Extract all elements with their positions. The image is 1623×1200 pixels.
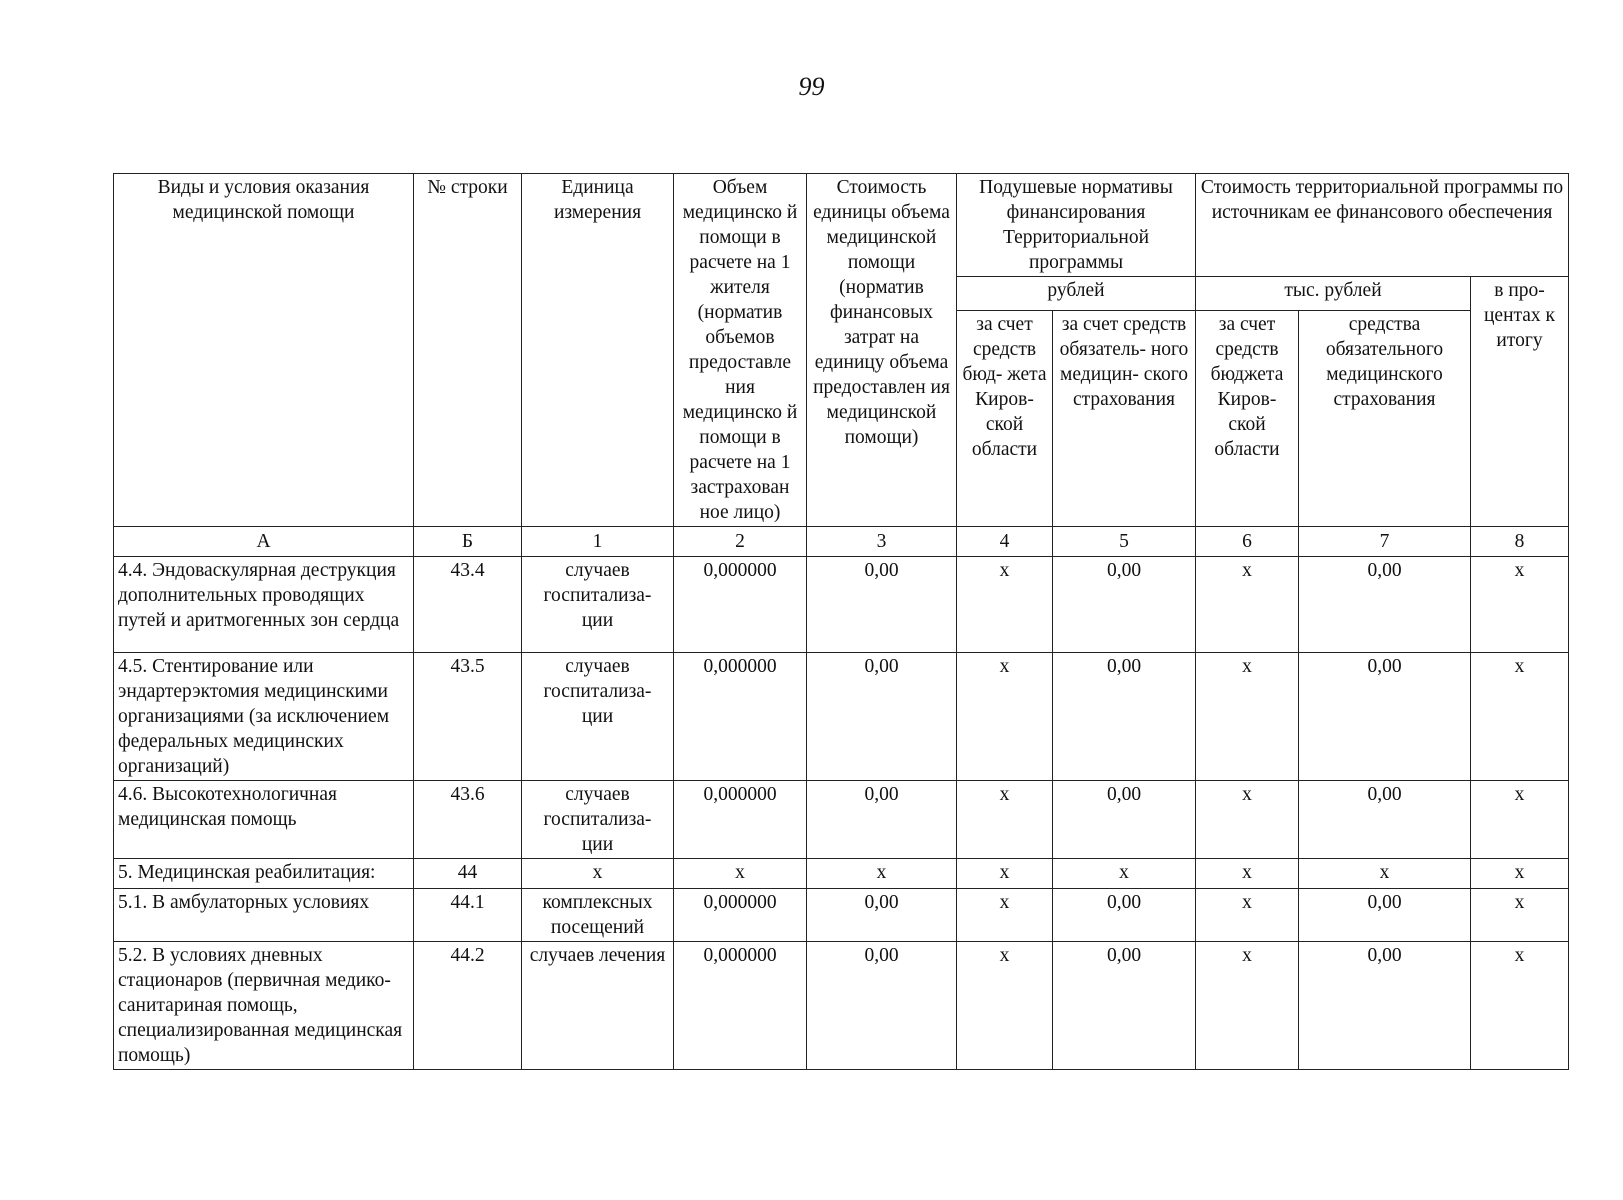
index-cell: 7 bbox=[1299, 527, 1471, 557]
row-cost: 0,00 bbox=[807, 653, 957, 781]
table-row bbox=[114, 942, 1569, 1070]
row-number: 43.4 bbox=[414, 557, 522, 653]
row-unit: случаев госпитализа- ции bbox=[522, 653, 674, 781]
header-col-4: за счет средств бюд- жета Киров- ской области bbox=[957, 311, 1053, 527]
header-row-number: № строки bbox=[414, 174, 522, 527]
row-name: 5.1. В амбулаторных условиях bbox=[114, 889, 414, 942]
row-col-6: х bbox=[1196, 557, 1299, 653]
row-col-8: х bbox=[1471, 653, 1569, 781]
header-rubles: рублей bbox=[957, 277, 1196, 311]
row-volume: 0,000000 bbox=[674, 557, 807, 653]
row-col-7: 0,00 bbox=[1299, 557, 1471, 653]
index-cell: 2 bbox=[674, 527, 807, 557]
index-row bbox=[114, 527, 1569, 557]
header-kind: Виды и условия оказания медицинской помощи bbox=[114, 174, 414, 527]
index-cell: Б bbox=[414, 527, 522, 557]
row-col-8: х bbox=[1471, 889, 1569, 942]
row-col-6: х bbox=[1196, 942, 1299, 1070]
row-col-4: х bbox=[957, 557, 1053, 653]
header-volume: Объем медицинско й помощи в расчете на 1 жителя (норматив объемов предоставле ния медицинско й помощи в расчете на 1 застрахован ное лицо) bbox=[674, 174, 807, 527]
row-volume: 0,000000 bbox=[674, 942, 807, 1070]
row-number: 44.2 bbox=[414, 942, 522, 1070]
row-cost: 0,00 bbox=[807, 942, 957, 1070]
row-volume: 0,000000 bbox=[674, 653, 807, 781]
row-col-4: х bbox=[957, 889, 1053, 942]
row-col-5: 0,00 bbox=[1053, 889, 1196, 942]
row-name: 4.4. Эндоваскулярная деструкция дополнительных проводящих путей и аритмогенных зон сердца bbox=[114, 557, 414, 653]
table-row bbox=[114, 653, 1569, 781]
index-cell: А bbox=[114, 527, 414, 557]
row-col-8: х bbox=[1471, 942, 1569, 1070]
row-col-6: х bbox=[1196, 653, 1299, 781]
row-col-5: 0,00 bbox=[1053, 942, 1196, 1070]
row-volume: х bbox=[674, 859, 807, 889]
table-row bbox=[114, 859, 1569, 889]
row-col-8: х bbox=[1471, 781, 1569, 859]
row-col-7: 0,00 bbox=[1299, 781, 1471, 859]
row-unit: комплексных посещений bbox=[522, 889, 674, 942]
row-cost: 0,00 bbox=[807, 781, 957, 859]
row-col-7: 0,00 bbox=[1299, 653, 1471, 781]
index-cell: 4 bbox=[957, 527, 1053, 557]
header-percent: в про- центах к итогу bbox=[1471, 277, 1569, 527]
row-name: 4.5. Стентирование или эндартерэктомия медицинскими организациями (за исключением федеральных медицинских организаций) bbox=[114, 653, 414, 781]
row-col-4: х bbox=[957, 942, 1053, 1070]
index-cell: 8 bbox=[1471, 527, 1569, 557]
row-col-6: х bbox=[1196, 889, 1299, 942]
row-col-5: 0,00 bbox=[1053, 781, 1196, 859]
row-unit: случаев госпитализа- ции bbox=[522, 557, 674, 653]
index-cell: 5 bbox=[1053, 527, 1196, 557]
row-unit: случаев госпитализа- ции bbox=[522, 781, 674, 859]
row-col-6: х bbox=[1196, 859, 1299, 889]
row-name: 4.6. Высокотехнологичная медицинская помощь bbox=[114, 781, 414, 859]
header-unit-cost: Стоимость единицы объема медицинской помощи (норматив финансовых затрат на единицу объема предоставлен ия медицинской помощи) bbox=[807, 174, 957, 527]
row-col-4: х bbox=[957, 653, 1053, 781]
row-col-5: 0,00 bbox=[1053, 653, 1196, 781]
row-cost: 0,00 bbox=[807, 889, 957, 942]
table-row bbox=[114, 557, 1569, 653]
row-col-6: х bbox=[1196, 781, 1299, 859]
page-number: 99 bbox=[798, 72, 825, 101]
row-name: 5.2. В условиях дневных стационаров (первичная медико-санитариная помощь, специализированная медицинская помощь) bbox=[114, 942, 414, 1070]
row-number: 43.6 bbox=[414, 781, 522, 859]
row-cost: х bbox=[807, 859, 957, 889]
row-name: 5. Медицинская реабилитация: bbox=[114, 859, 414, 889]
row-number: 44 bbox=[414, 859, 522, 889]
table-row bbox=[114, 889, 1569, 942]
header-program-cost-group: Стоимость территориальной программы по источникам ее финансового обеспечения bbox=[1196, 174, 1569, 277]
header-per-capita-group: Подушевые нормативы финансирования Территориальной программы bbox=[957, 174, 1196, 277]
row-col-7: 0,00 bbox=[1299, 889, 1471, 942]
row-number: 43.5 bbox=[414, 653, 522, 781]
row-col-7: 0,00 bbox=[1299, 942, 1471, 1070]
row-unit: х bbox=[522, 859, 674, 889]
header-col-6: за счет средств бюджета Киров- ской области bbox=[1196, 311, 1299, 527]
row-col-4: х bbox=[957, 859, 1053, 889]
index-cell: 3 bbox=[807, 527, 957, 557]
table-row bbox=[114, 781, 1569, 859]
row-col-5: 0,00 bbox=[1053, 557, 1196, 653]
header-unit: Единица измерения bbox=[522, 174, 674, 527]
row-cost: 0,00 bbox=[807, 557, 957, 653]
row-unit: случаев лечения bbox=[522, 942, 674, 1070]
header-thousand-rubles: тыс. рублей bbox=[1196, 277, 1471, 311]
row-col-5: х bbox=[1053, 859, 1196, 889]
row-volume: 0,000000 bbox=[674, 889, 807, 942]
row-col-4: х bbox=[957, 781, 1053, 859]
row-col-8: х bbox=[1471, 859, 1569, 889]
row-col-8: х bbox=[1471, 557, 1569, 653]
index-cell: 6 bbox=[1196, 527, 1299, 557]
row-number: 44.1 bbox=[414, 889, 522, 942]
header-col-5: за счет средств обязатель- ного медицин- ского страхования bbox=[1053, 311, 1196, 527]
row-col-7: х bbox=[1299, 859, 1471, 889]
header-col-7: средства обязательного медицинского страхования bbox=[1299, 311, 1471, 527]
index-cell: 1 bbox=[522, 527, 674, 557]
financing-table bbox=[113, 173, 1569, 1070]
row-volume: 0,000000 bbox=[674, 781, 807, 859]
